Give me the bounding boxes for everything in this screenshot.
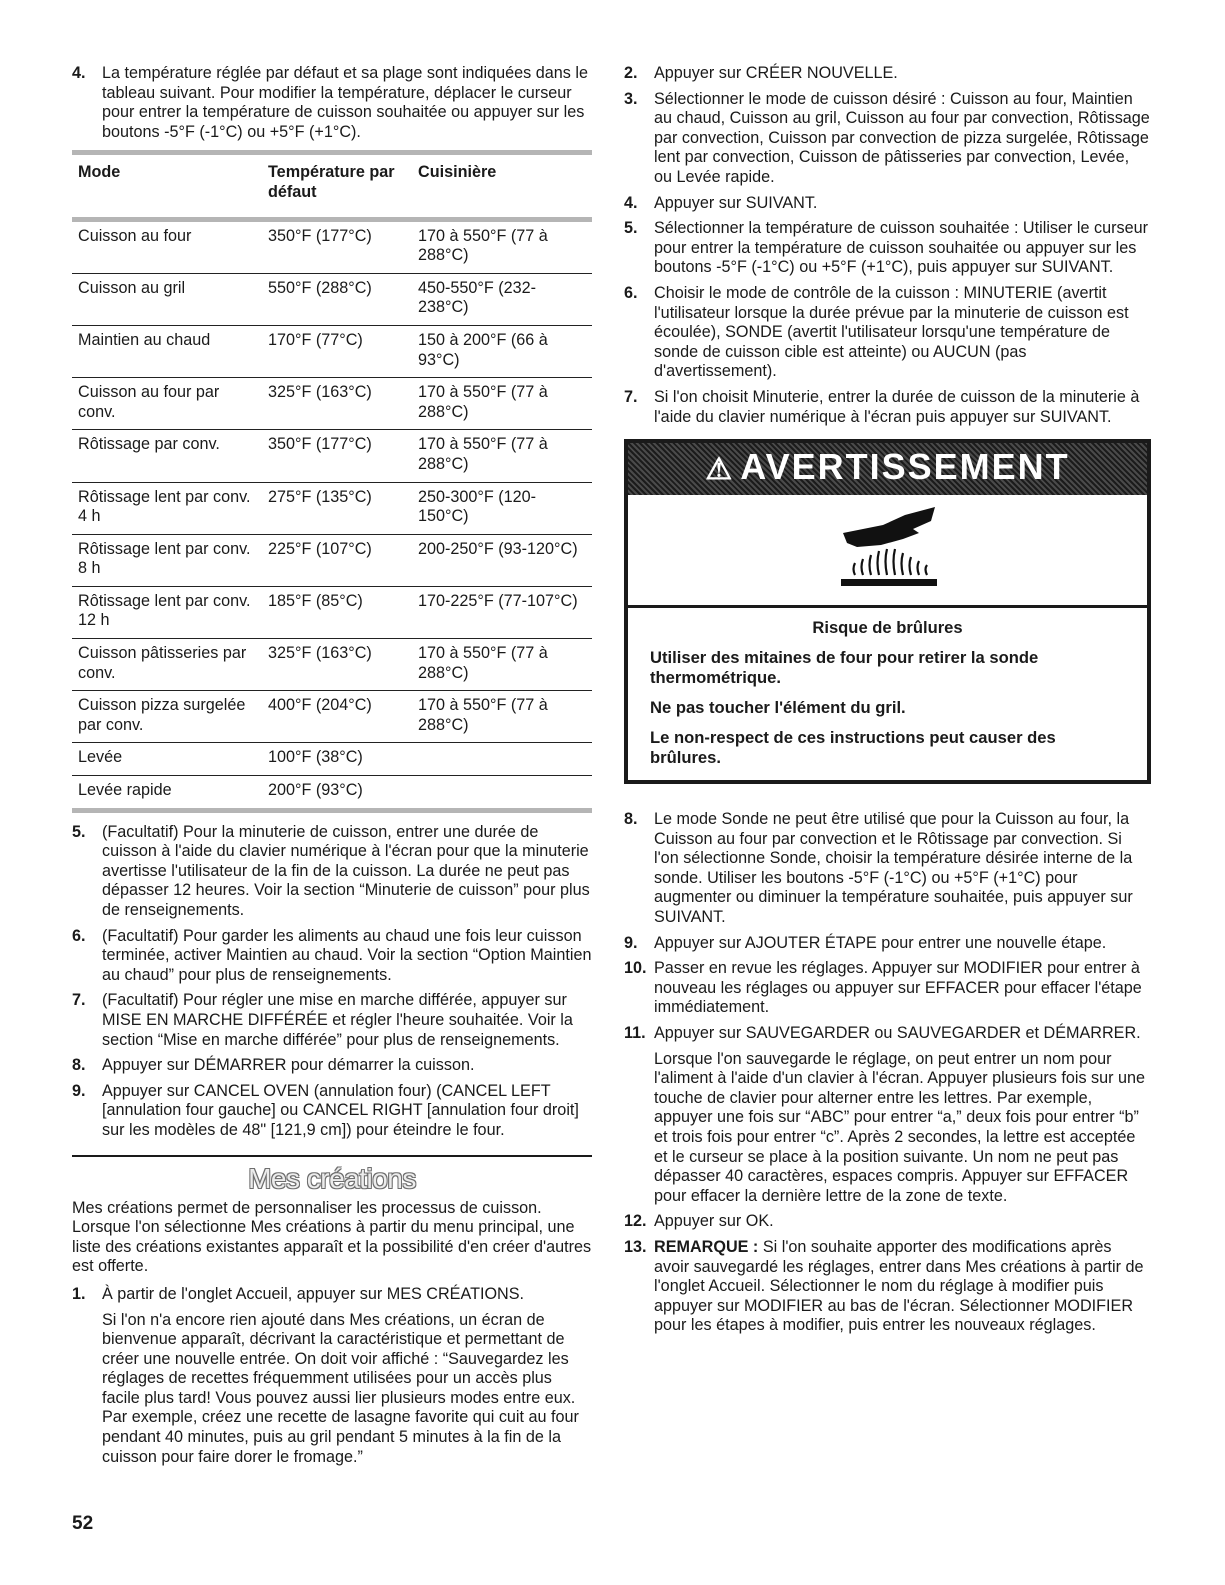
step-number: 12.: [624, 1212, 647, 1231]
step-text: À partir de l'onglet Accueil, appuyer sur MES CRÉATIONS.: [102, 1284, 525, 1303]
cell-mode: Rôtissage lent par conv. 4 h: [72, 482, 262, 534]
step-12: [624, 1212, 1151, 1232]
warning-line: Utiliser des mitaines de four pour retirer la sonde thermométrique.: [650, 648, 1039, 688]
cell-default-temp: 275°F (135°C): [262, 482, 412, 534]
step-number: 9.: [72, 1081, 86, 1100]
header-default-temp: Température par défaut: [262, 153, 412, 219]
step-item: [72, 1056, 592, 1076]
step-item: [624, 90, 1151, 188]
step-text: Appuyer sur AJOUTER ÉTAPE pour entrer une nouvelle étape.: [654, 933, 1107, 952]
cell-mode: Cuisson pâtisseries par conv.: [72, 639, 262, 691]
section-title: Mes créations: [248, 1162, 416, 1194]
step-number: 11.: [624, 1024, 646, 1043]
step-text: Si l'on souhaite apporter des modifications après avoir sauvegardé les réglages, entrer dans Mes créations à partir de l'onglet Accueil. Sélectionner le nom du réglage à modifier puis appuyer sur MODIFIER au bas de l'écran. Sélectionner MODIFIER pour les étapes à modifier, puis entrer les nouveaux réglages.: [654, 1237, 1144, 1335]
step-text: Passer en revue les réglages. Appuyer sur MODIFIER pour entrer à nouveau les réglages ou appuyer sur EFFACER pour effacer l'étape immédiatement.: [654, 959, 1142, 1017]
warning-risk: Risque de brûlures: [812, 618, 963, 638]
step-item: [72, 823, 592, 921]
warning-title: AVERTISSEMENT: [740, 446, 1070, 488]
step-number: 6.: [72, 926, 86, 945]
step-number: 6.: [624, 283, 638, 302]
right-steps-list: [624, 64, 1151, 427]
step-text: Sélectionner la température de cuisson souhaitée : Utiliser le curseur pour entrer la température de cuisson souhaitée ou appuyer sur les boutons -5°F (-1°C) ou +5°F (+1°C), puis appuyer sur SUIVANT.: [654, 219, 1148, 277]
step-4-temperature: [72, 64, 592, 142]
step-text: Appuyer sur CANCEL OVEN (annulation four) (CANCEL LEFT [annulation four gauche] ou CANCEL RIGHT [annulation four droit] sur les modèles de 48" [121,9 cm]) pour éteindre le four.: [102, 1081, 579, 1139]
step-number: 7.: [72, 991, 86, 1010]
table-row: [72, 325, 592, 377]
header-mode: Mode: [72, 153, 262, 219]
step-detail: Lorsque l'on sauvegarde le réglage, on peut entrer un nom pour l'aliment à l'aide d'un clavier à l'écran. Appuyer plusieurs fois sur une touche de clavier pour alterner entre les lettres. Par exemple, appuyer une fois sur “ABC” pour entrer “a,” deux fois pour entrer “b” et trois fois pour entrer “c”. Après 2 secondes, la lettre est acceptée et le curseur se place à la position suivante. Un nom ne peut pas dépasser 40 caractères, espaces compris. Appuyer sur EFFACER pour effacer la dernière lettre de la zone de texte.: [654, 1049, 1146, 1205]
cell-mode: Levée: [72, 743, 262, 776]
step-text: Appuyer sur SAUVEGARDER ou SAUVEGARDER et DÉMARRER.: [654, 1024, 1141, 1043]
table-row: [72, 273, 592, 325]
step-body: [654, 1024, 1151, 1206]
table-header-row: [72, 153, 592, 219]
step-text: Appuyer sur DÉMARRER pour démarrer la cuisson.: [102, 1056, 475, 1075]
step-number: 7.: [624, 387, 638, 406]
table-row: [72, 691, 592, 743]
cell-mode: Rôtissage lent par conv. 8 h: [72, 534, 262, 586]
cell-range: 170 à 550°F (77 à 288°C): [412, 639, 592, 691]
page-number: 52: [72, 1513, 94, 1534]
step-text: Appuyer sur SUIVANT.: [654, 193, 818, 212]
cell-range: 170 à 550°F (77 à 288°C): [412, 378, 592, 430]
header-range: Cuisinière: [412, 153, 592, 219]
cell-mode: Cuisson pizza surgelée par conv.: [72, 691, 262, 743]
cell-mode: Rôtissage lent par conv. 12 h: [72, 586, 262, 638]
right-column: [624, 64, 1151, 1342]
step-number: 1.: [72, 1284, 86, 1303]
note-label: REMARQUE :: [654, 1237, 759, 1256]
table-row: [72, 639, 592, 691]
step-item: [624, 284, 1151, 382]
table-row: [72, 378, 592, 430]
warning-header: [628, 443, 1147, 495]
section-intro: Mes créations permet de personnaliser les processus de cuisson. Lorsque l'on sélectionne Mes créations à partir du menu principal, une liste des créations existantes apparaît et la possibilité d'en créer d'autres est offerte.: [72, 1198, 592, 1276]
step-number: 5.: [72, 822, 86, 841]
table-row: [72, 219, 592, 273]
cell-mode: Maintien au chaud: [72, 325, 262, 377]
step-number: 9.: [624, 933, 638, 952]
step-item: [624, 194, 1151, 214]
cell-range: 170 à 550°F (77 à 288°C): [412, 430, 592, 482]
cell-default-temp: 325°F (163°C): [262, 639, 412, 691]
temperature-table-body: [72, 219, 592, 810]
cell-range: 170-225°F (77-107°C): [412, 586, 592, 638]
table-row: [72, 482, 592, 534]
right-steps-list-continued: [624, 810, 1151, 1018]
hot-surface-hand-icon: [833, 505, 943, 595]
step-number: 13.: [624, 1237, 647, 1256]
table-row: [72, 586, 592, 638]
step-item: [624, 388, 1151, 427]
step-text: Si l'on choisit Minuterie, entrer la durée de cuisson de la minuterie à l'aide du clavier numérique à l'écran puis appuyer sur SUIVANT.: [654, 387, 1140, 426]
table-row: [72, 430, 592, 482]
cell-mode: Cuisson au gril: [72, 273, 262, 325]
step-number: 2.: [624, 64, 638, 82]
cell-range: 250-300°F (120-150°C): [412, 482, 592, 534]
warning-box: [624, 439, 1151, 784]
temperature-table: [72, 150, 592, 812]
step-body: [654, 1238, 1151, 1336]
step-11: [624, 1024, 1151, 1206]
cell-default-temp: 170°F (77°C): [262, 325, 412, 377]
step-number: 8.: [624, 810, 638, 829]
step-text: Choisir le mode de contrôle de la cuisson : MINUTERIE (avertit l'utilisateur lorsque la durée prévue par la minuterie de cuisson est écoulée), SONDE (avertit l'utilisateur lorsqu'une température de sonde de cuisson cible est atteinte) ou AUCUN (pas d'avertissement).: [654, 283, 1129, 381]
left-steps-list: [72, 823, 592, 1141]
cell-range: 450-550°F (232-238°C): [412, 273, 592, 325]
step-item: [624, 64, 1151, 84]
step-item: [72, 991, 592, 1050]
warning-triangle-icon: ⚠: [705, 453, 735, 487]
cell-range: 170 à 550°F (77 à 288°C): [412, 691, 592, 743]
step-detail: Si l'on n'a encore rien ajouté dans Mes créations, un écran de bienvenue apparaît, décrivant la caractéristique et permettant de créer une nouvelle entrée. On doit voir affiché : “Sauvegardez les réglages de recettes fréquemment utilisées pour un accès plus facile plus tard! Vous pouvez aussi lier plusieurs modes entre eux. Par exemple, créez une recette de lasagne favorite qui cuit au four pendant 40 minutes, puis au gril pendant 5 minutes à la fin de la cuisson pour faire dorer le fromage.”: [102, 1310, 579, 1466]
cell-range: 150 à 200°F (66 à 93°C): [412, 325, 592, 377]
table-row: [72, 743, 592, 776]
cell-default-temp: 200°F (93°C): [262, 776, 412, 811]
step-item: [72, 1082, 592, 1141]
step-text: Appuyer sur OK.: [654, 1212, 774, 1231]
step-item: [72, 927, 592, 986]
cell-range: [412, 743, 592, 776]
step-number: 3.: [624, 89, 638, 108]
step-text: Sélectionner le mode de cuisson désiré : Cuisson au four, Maintien au chaud, Cuisson au gril, Cuisson au four par convection, Rôtissage par convection, Cuisson par convection de pizza surgelée, Rôtissage lent par convection, Cuisson de pâtisseries par convection, Levée, ou Levée rapide.: [654, 89, 1150, 186]
cell-default-temp: 400°F (204°C): [262, 691, 412, 743]
step-item: [624, 810, 1151, 928]
step-body: [102, 1285, 592, 1467]
cell-default-temp: 350°F (177°C): [262, 219, 412, 273]
step-13: [624, 1238, 1151, 1336]
step-item: [624, 219, 1151, 278]
step-text: (Facultatif) Pour garder les aliments au chaud une fois leur cuisson terminée, activer Maintien au chaud. Voir la section “Option Maintien au chaud” pour plus de renseignements.: [102, 926, 592, 984]
cell-range: [412, 776, 592, 811]
warning-text: [628, 608, 1147, 780]
step-text: Le mode Sonde ne peut être utilisé que pour la Cuisson au four, la Cuisson au four par convection et le Rôtissage par convection. Si l'on sélectionne Sonde, choisir la température désirée interne de la sonde. Utiliser les boutons -5°F (-1°C) ou +5°F (+1°C) pour augmenter ou diminuer la température souhaitée, puis appuyer sur SUIVANT.: [654, 810, 1133, 927]
left-column: [72, 64, 592, 1473]
warning-line: Ne pas toucher l'élément du gril.: [650, 698, 906, 718]
cell-range: 170 à 550°F (77 à 288°C): [412, 219, 592, 273]
section-divider: [72, 1155, 592, 1157]
cell-mode: Cuisson au four: [72, 219, 262, 273]
step-item: [624, 934, 1151, 954]
step-number: 5.: [624, 219, 638, 238]
step-text: La température réglée par défaut et sa plage sont indiquées dans le tableau suivant. Pour modifier la température, déplacer le curseur pour entrer la température de cuisson souhaitée ou appuyer sur les boutons -5°F (-1°C) ou +5°F (+1°C).: [102, 64, 588, 141]
cell-default-temp: 100°F (38°C): [262, 743, 412, 776]
cell-default-temp: 550°F (288°C): [262, 273, 412, 325]
cell-mode: Cuisson au four par conv.: [72, 378, 262, 430]
cell-range: 200-250°F (93-120°C): [412, 534, 592, 586]
cell-default-temp: 225°F (107°C): [262, 534, 412, 586]
step-number: 4.: [624, 193, 638, 212]
cell-default-temp: 350°F (177°C): [262, 430, 412, 482]
cell-mode: Levée rapide: [72, 776, 262, 811]
table-row: [72, 534, 592, 586]
step-number: 10.: [624, 959, 647, 978]
step-number: 8.: [72, 1056, 86, 1075]
cell-mode: Rôtissage par conv.: [72, 430, 262, 482]
step-text: (Facultatif) Pour régler une mise en marche différée, appuyer sur MISE EN MARCHE DIFFÉRÉE et régler l'heure souhaitée. Voir la section “Mise en marche différée” pour plus de renseignements.: [102, 991, 573, 1049]
table-row: [72, 776, 592, 811]
step-item: [624, 959, 1151, 1018]
warning-line: Le non-respect de ces instructions peut causer des brûlures.: [650, 728, 1056, 768]
creations-step-1: [72, 1285, 592, 1467]
step-number: 4.: [72, 64, 86, 82]
step-text: Appuyer sur CRÉER NOUVELLE.: [654, 64, 898, 82]
burn-hazard-icon: [628, 495, 1147, 608]
cell-default-temp: 325°F (163°C): [262, 378, 412, 430]
cell-default-temp: 185°F (85°C): [262, 586, 412, 638]
step-text: (Facultatif) Pour la minuterie de cuisson, entrer une durée de cuisson à l'aide du clavier numérique à l'écran pour que la minuterie avertisse l'utilisateur de la fin de la cuisson. La durée ne peut pas dépasser 12 heures. Voir la section “Minuterie de cuisson” pour plus de renseignements.: [102, 822, 590, 919]
